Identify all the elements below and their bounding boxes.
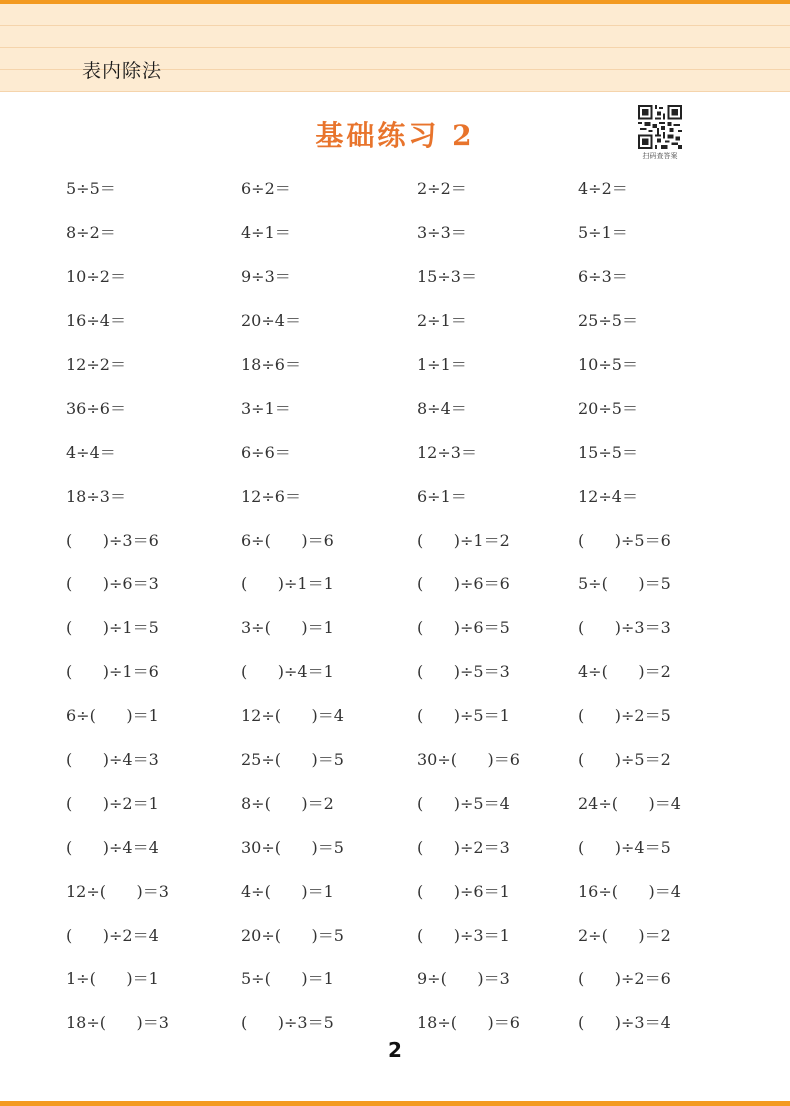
exercise-item: ( )÷2＝3 bbox=[417, 837, 510, 857]
exercise-item: ( )÷3＝1 bbox=[417, 925, 510, 945]
exercise-row bbox=[66, 298, 756, 342]
exercise-item: 4÷( )＝1 bbox=[241, 881, 334, 901]
exercise-item: 6÷( )＝6 bbox=[241, 530, 334, 550]
exercise-item: 9÷3＝ bbox=[241, 267, 291, 287]
exercise-item: ( )÷5＝6 bbox=[578, 530, 671, 550]
exercise-item: 8÷4＝ bbox=[417, 398, 467, 418]
exercise-item: 12÷2＝ bbox=[66, 355, 126, 374]
qr-caption: 扫码查答案 bbox=[642, 152, 678, 160]
exercise-item: 18÷( )＝3 bbox=[66, 1013, 169, 1033]
exercise-item: ( )÷1＝1 bbox=[241, 574, 334, 594]
exercise-item: 2÷2＝ bbox=[417, 179, 467, 199]
exercise-row bbox=[66, 561, 756, 605]
page-title: 基础练习 2 bbox=[315, 119, 475, 152]
exercise-item: 4÷4＝ bbox=[66, 442, 116, 462]
exercise-item: 9÷( )＝3 bbox=[417, 969, 510, 989]
exercise-item: 6÷6＝ bbox=[241, 442, 291, 462]
exercise-row bbox=[66, 868, 756, 912]
exercise-row bbox=[66, 605, 756, 649]
exercise-item: 12÷( )＝3 bbox=[66, 881, 169, 901]
exercise-row bbox=[66, 693, 756, 737]
exercise-item: ( )÷4＝3 bbox=[66, 750, 159, 770]
section-label: 表内除法 bbox=[82, 60, 163, 82]
exercise-item: 36÷6＝ bbox=[66, 398, 126, 418]
exercise-item: 8÷2＝ bbox=[66, 223, 116, 243]
exercise-row bbox=[66, 210, 756, 254]
exercise-item: ( )÷5＝2 bbox=[578, 750, 671, 770]
exercise-item: 30÷( )＝6 bbox=[417, 750, 520, 770]
exercise-item: 2÷1＝ bbox=[417, 311, 467, 331]
exercise-row bbox=[66, 429, 756, 473]
exercise-item: 20÷5＝ bbox=[578, 398, 638, 418]
exercise-item: ( )÷3＝3 bbox=[578, 618, 671, 638]
exercise-item: 4÷1＝ bbox=[241, 223, 291, 243]
exercise-item: 10÷5＝ bbox=[578, 355, 638, 374]
exercise-row bbox=[66, 956, 756, 1000]
exercise-row bbox=[66, 385, 756, 429]
exercise-item: 1÷1＝ bbox=[417, 355, 467, 374]
exercise-item: 16÷4＝ bbox=[66, 311, 126, 331]
exercise-item: 6÷1＝ bbox=[417, 486, 467, 506]
exercise-item: ( )÷6＝5 bbox=[417, 618, 510, 638]
exercise-item: ( )÷2＝5 bbox=[578, 706, 671, 726]
exercise-item: ( )÷2＝6 bbox=[578, 969, 671, 989]
exercise-item: ( )÷4＝1 bbox=[241, 662, 334, 682]
exercise-item: ( )÷4＝4 bbox=[66, 837, 159, 857]
exercise-item: ( )÷2＝1 bbox=[66, 793, 159, 813]
exercise-item: ( )÷1＝2 bbox=[417, 530, 510, 550]
exercise-item: 25÷( )＝5 bbox=[241, 750, 344, 770]
exercise-row bbox=[66, 342, 756, 386]
exercise-item: ( )÷6＝3 bbox=[66, 574, 159, 594]
exercise-grid bbox=[66, 166, 756, 1044]
exercise-item: 5÷1＝ bbox=[578, 223, 628, 243]
exercise-item: ( )÷6＝1 bbox=[417, 881, 510, 901]
exercise-item: 20÷( )＝5 bbox=[241, 925, 344, 945]
exercise-item: ( )÷3＝4 bbox=[578, 1013, 671, 1033]
exercise-row bbox=[66, 737, 756, 781]
exercise-item: 5÷( )＝5 bbox=[578, 574, 671, 594]
exercise-row bbox=[66, 473, 756, 517]
exercise-item: 6÷3＝ bbox=[578, 267, 628, 287]
exercise-item: 6÷2＝ bbox=[241, 179, 291, 199]
exercise-item: ( )÷1＝5 bbox=[66, 618, 159, 638]
page-number: 2 bbox=[388, 1038, 402, 1062]
exercise-item: 1÷( )＝1 bbox=[66, 969, 159, 989]
exercise-item: 20÷4＝ bbox=[241, 311, 301, 331]
exercise-item: ( )÷5＝4 bbox=[417, 793, 510, 813]
exercise-item: 24÷( )＝4 bbox=[578, 793, 681, 813]
exercise-item: ( )÷4＝5 bbox=[578, 837, 671, 857]
exercise-item: ( )÷5＝3 bbox=[417, 662, 510, 682]
exercise-item: 6÷( )＝1 bbox=[66, 706, 159, 726]
exercise-item: ( )÷1＝6 bbox=[66, 662, 159, 682]
exercise-item: 15÷3＝ bbox=[417, 267, 477, 287]
exercise-item: 12÷6＝ bbox=[241, 486, 301, 506]
exercise-item: 15÷5＝ bbox=[578, 442, 638, 462]
exercise-item: ( )÷3＝5 bbox=[241, 1013, 334, 1033]
exercise-item: 5÷5＝ bbox=[66, 179, 116, 199]
exercise-row bbox=[66, 517, 756, 561]
qr-code-icon[interactable] bbox=[638, 105, 682, 149]
exercise-item: 18÷3＝ bbox=[66, 486, 126, 506]
exercise-item: ( )÷6＝6 bbox=[417, 574, 510, 594]
exercise-item: 30÷( )＝5 bbox=[241, 837, 344, 857]
exercise-row bbox=[66, 780, 756, 824]
exercise-item: 12÷( )＝4 bbox=[241, 706, 344, 726]
exercise-row bbox=[66, 649, 756, 693]
exercise-item: 3÷3＝ bbox=[417, 223, 467, 243]
exercise-item: 25÷5＝ bbox=[578, 311, 638, 331]
exercise-item: 4÷( )＝2 bbox=[578, 662, 671, 682]
exercise-item: 8÷( )＝2 bbox=[241, 793, 334, 813]
exercise-item: 3÷1＝ bbox=[241, 398, 291, 418]
exercise-item: ( )÷5＝1 bbox=[417, 706, 510, 726]
exercise-item: 2÷( )＝2 bbox=[578, 925, 671, 945]
exercise-item: 3÷( )＝1 bbox=[241, 618, 334, 638]
exercise-row bbox=[66, 166, 756, 210]
exercise-item: 18÷6＝ bbox=[241, 355, 301, 374]
exercise-item: 12÷3＝ bbox=[417, 442, 477, 462]
exercise-item: 5÷( )＝1 bbox=[241, 969, 334, 989]
exercise-item: 16÷( )＝4 bbox=[578, 881, 681, 901]
exercise-item: 18÷( )＝6 bbox=[417, 1013, 520, 1033]
exercise-row bbox=[66, 912, 756, 956]
exercise-item: ( )÷2＝4 bbox=[66, 925, 159, 945]
exercise-item: 12÷4＝ bbox=[578, 486, 638, 506]
exercise-item: ( )÷3＝6 bbox=[66, 530, 159, 550]
exercise-row bbox=[66, 824, 756, 868]
exercise-item: 10÷2＝ bbox=[66, 267, 126, 287]
exercise-row bbox=[66, 254, 756, 298]
exercise-item: 4÷2＝ bbox=[578, 179, 628, 199]
bottom-accent-bar bbox=[0, 1101, 790, 1106]
